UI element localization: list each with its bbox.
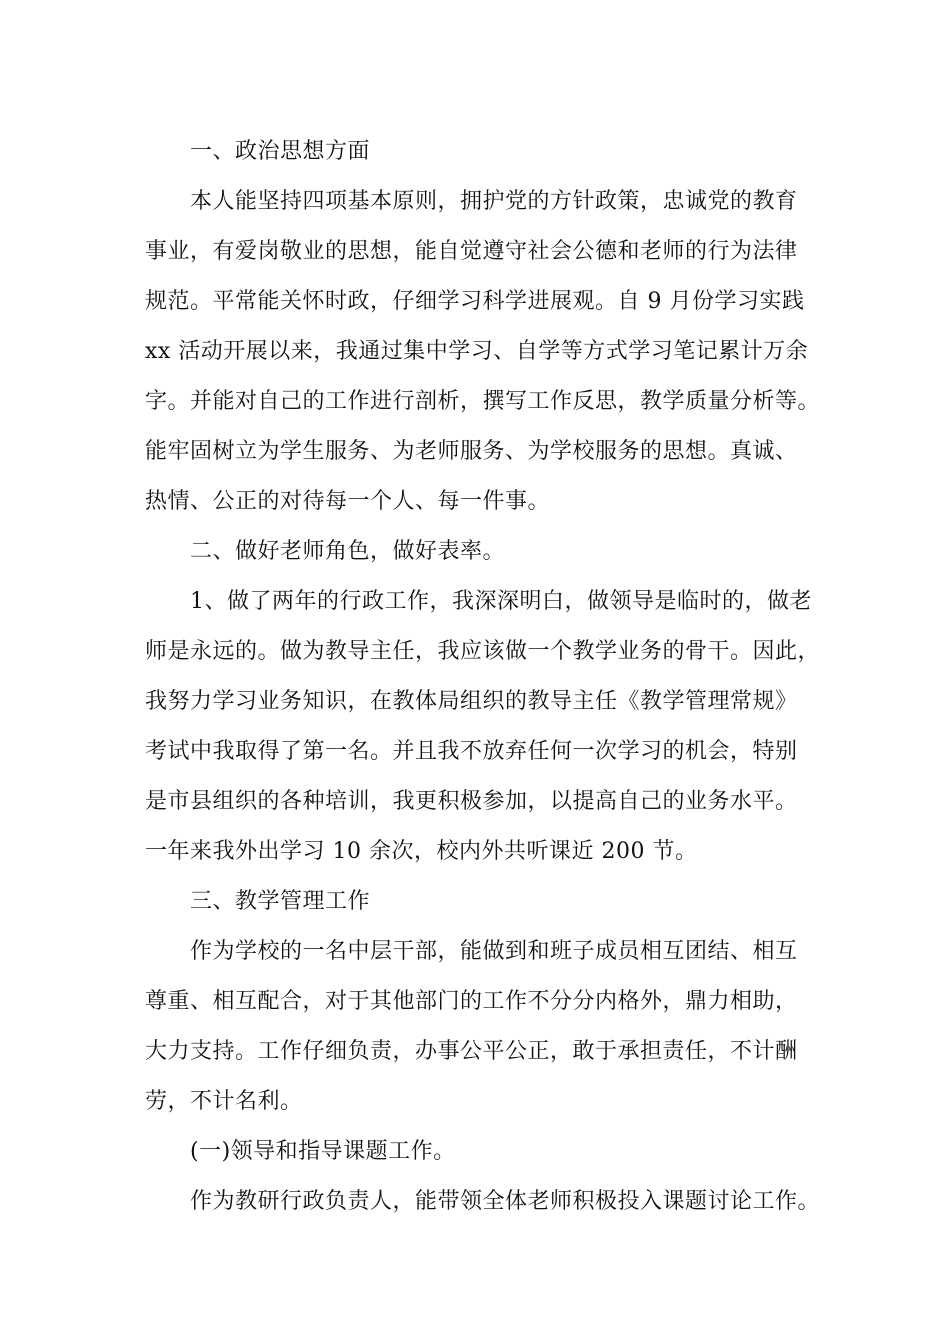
- paragraph-line: 作为学校的一名中层干部，能做到和班子成员相互团结、相互: [190, 939, 798, 964]
- paragraph-line: xx 活动开展以来，我通过集中学习、自学等方式学习笔记累计万余: [145, 339, 809, 364]
- paragraph-line: 1、做了两年的行政工作，我深深明白，做领导是临时的，做老: [190, 589, 812, 614]
- paragraph-line: 是市县组织的各种培训，我更积极参加，以提高自己的业务水平。: [145, 789, 798, 814]
- paragraph-line: 规范。平常能关怀时政，仔细学习科学进展观。自 9 月份学习实践: [145, 289, 805, 314]
- paragraph-line: 师是永远的。做为教导主任，我应该做一个教学业务的骨干。因此，: [145, 639, 821, 664]
- paragraph-line: 字。并能对自己的工作进行剖析，撰写工作反思，教学质量分析等。: [145, 389, 821, 414]
- heading-political-thought: 一、政治思想方面: [190, 139, 371, 164]
- subheading-research-guidance: (一)领导和指导课题工作。: [190, 1139, 456, 1164]
- paragraph-line: 作为教研行政负责人，能带领全体老师积极投入课题讨论工作。: [190, 1189, 821, 1214]
- paragraph-line: 热情、公正的对待每一个人、每一件事。: [145, 489, 551, 514]
- paragraph-line: 劳，不计名利。: [145, 1089, 303, 1114]
- paragraph-line: 尊重、相互配合，对于其他部门的工作不分分内格外，鼎力相助，: [145, 989, 798, 1014]
- heading-teacher-role: 二、做好老师角色，做好表率。: [190, 539, 506, 564]
- paragraph-line: 大力支持。工作仔细负责，办事公平公正，敢于承担责任，不计酬: [145, 1039, 798, 1064]
- paragraph-line: 我努力学习业务知识，在教体局组织的教导主任《教学管理常规》: [145, 689, 798, 714]
- paragraph-line: 本人能坚持四项基本原则，拥护党的方针政策，忠诚党的教育: [190, 189, 798, 214]
- paragraph-line: 一年来我外出学习 10 余次，校内外共听课近 200 节。: [145, 839, 698, 864]
- paragraph-line: 事业，有爱岗敬业的思想，能自觉遵守社会公德和老师的行为法律: [145, 239, 798, 264]
- heading-teaching-management: 三、教学管理工作: [190, 889, 371, 914]
- paragraph-line: 能牢固树立为学生服务、为老师服务、为学校服务的思想。真诚、: [145, 439, 798, 464]
- paragraph-line: 考试中我取得了第一名。并且我不放弃任何一次学习的机会，特别: [145, 739, 798, 764]
